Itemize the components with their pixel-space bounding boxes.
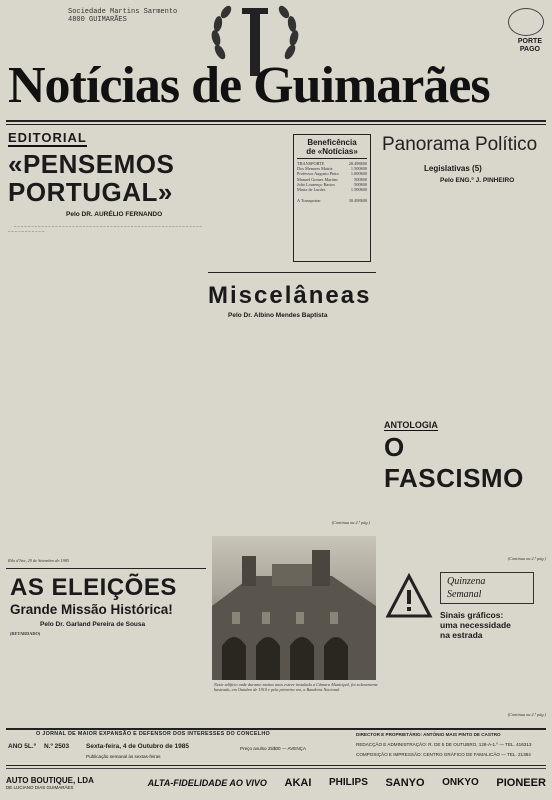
beneficencia-row-value: 1.500$00: [350, 187, 367, 193]
panorama-body: [382, 190, 546, 415]
panorama-title: Panorama Político: [382, 134, 538, 155]
sinais-body: [440, 644, 546, 710]
beneficencia-row-label: Dos Menores Matriz: [297, 166, 333, 172]
beneficencia-row-value: 1.500$00: [350, 166, 367, 172]
panorama-byline: Pelo ENG.º J. PINHEIRO: [440, 177, 515, 184]
porte-pago: [518, 38, 542, 54]
beneficencia-row: [297, 187, 367, 192]
badge-line-1: Quinzena: [447, 576, 486, 587]
editorial-headline-line-2: PORTUGAL»: [8, 177, 173, 207]
photo-caption: Neste edifício onde durante muitos anos esteve instalada a Câmara Municipal, foi solenemente hasteada, em Outubro de 1910 e pela primeira vez, a Bandeira Nacional: [214, 682, 378, 693]
footer-composicao: COMPOSIÇÃO E IMPRESSÃO: CENTRO GRÁFICO DE FAMALICÃO — TEL. 21384: [356, 752, 531, 757]
miscelaneas-body-2: [294, 324, 376, 524]
total-value: 30.498$00: [348, 198, 367, 204]
miscelaneas-title: Miscelâneas: [208, 282, 372, 309]
beneficencia-total: [297, 198, 367, 203]
beneficencia-row-label: João Lourenço Bastos: [297, 181, 335, 187]
miscelaneas-rule: [208, 272, 376, 273]
transporte-label: TRANSPORTE: [297, 161, 325, 166]
beneficencia-title-line-2: de «Notícias»: [306, 147, 358, 156]
editorial-byline: Pelo DR. AURÉLIO FERNANDO: [66, 211, 163, 218]
footer-publication: Publicação semanal às sextas-feiras: [86, 754, 161, 759]
ad-philips: PHILIPS: [328, 777, 368, 788]
beneficencia-title: [297, 138, 367, 159]
footer-number: N.º 2503: [44, 743, 70, 750]
eleicoes-title: AS ELEIÇÕES: [10, 574, 177, 601]
editorial-headline: [8, 150, 208, 206]
editorial-headline-line-1: «PENSEMOS: [8, 149, 175, 179]
eleicoes-body-1: [10, 640, 104, 724]
footer-director: DIRECTOR E PROPRIETÁRIO: ANTÓNIO MAIS PINTO DE CASTRO: [356, 732, 501, 737]
beneficencia-row-label: Maria de Lurdes: [297, 187, 326, 193]
ad-alta-fidelidade: ALTA-FIDELIDADE AO VIVO: [147, 777, 267, 788]
ad-onkyo: ONKYO: [442, 777, 479, 788]
beneficencia-box: [293, 134, 371, 262]
fascismo-title: O FASCISMO: [384, 432, 524, 493]
ad-auto-boutique-block: [6, 776, 130, 790]
editorial-dateline: Rilo d'Ave, 29 de Setembro de 1985: [8, 558, 70, 563]
beneficencia-row-value: 500$00: [354, 181, 367, 187]
fascismo-continued: (Continua na 2.ª pág.): [507, 556, 546, 561]
miscelaneas-continued: (Continua na 2.ª pág.): [331, 520, 370, 525]
footer-redaccao: REDACÇÃO E ADMINISTRAÇÃO: R. DE 5 DE OUTUBRO, 128-A-1.º — TEL. 416313: [356, 742, 532, 747]
beneficencia-row-label: Manuel Gomes Martins: [297, 176, 338, 182]
sinais-headline: [440, 610, 511, 640]
miscelaneas-body-1: [208, 324, 290, 524]
stamp-line-1: Sociedade Martins Sarmento: [68, 8, 178, 16]
eleicoes-body-2: [110, 640, 206, 724]
footer-date: Sexta-feira, 4 de Outubro de 1985: [86, 743, 189, 750]
porte-line-1: PORTE: [517, 38, 542, 45]
sinais-line-2: uma necessidade: [440, 620, 511, 630]
beneficencia-title-line-1: Beneficência: [307, 138, 357, 147]
ad-sanyo: SANYO: [385, 776, 425, 789]
ad-akai: AKAI: [284, 776, 312, 789]
emblem-icon: [508, 8, 544, 36]
fascismo-body: [384, 464, 546, 556]
ad-small-print: DE LUCIANO DIAS GUIMARÃES: [6, 784, 74, 790]
masthead-title: Notícias de Guimarães: [8, 57, 490, 114]
panorama-subtitle: Legislativas (5): [424, 164, 482, 173]
ad-pioneer: PIONEER: [496, 776, 546, 789]
editorial-body: ~ ~ ~ ~ ~ ~ ~ ~ ~ ~ ~ ~ ~ ~ ~ ~ ~ ~ ~ ~ ~ ~ ~ ~ ~ ~ ~ ~ ~ ~ ~ ~ ~ ~ ~ ~ ~ ~ ~ ~ ~ ~ ~ ~ ~ ~ ~ ~ ~ ~ ~ ~ ~ ~ ~ ~ ~ ~ ~ ~ ~ ~ ~ ~ ~ ~: [8, 224, 202, 235]
ad-auto-boutique: AUTO BOUTIQUE, LDA: [6, 775, 94, 785]
sinais-line-3: na estrada: [440, 630, 483, 640]
building-illustration: [212, 536, 376, 680]
editorial-continuation: [208, 130, 288, 270]
beneficencia-rows: [297, 166, 367, 192]
eleicoes-tag: (RETARDADO): [10, 631, 41, 636]
footer-bar: [6, 728, 546, 766]
transporte-value: 28.498$00: [348, 161, 367, 166]
beneficencia-row-label: Professor Augusto Pinto: [297, 171, 339, 177]
stamp-line-2: 4800 GUIMARÃES: [68, 16, 127, 24]
footer-year: ANO 5L.º: [8, 743, 37, 750]
masthead-rule-thin: [6, 124, 546, 125]
editorial-label: EDITORIAL: [8, 130, 87, 145]
badge-line-2: Semanal: [447, 589, 482, 600]
sinais-line-1: Sinais gráficos:: [440, 610, 504, 620]
footer-tagline: O JORNAL DE MAIOR EXPANSÃO E DEFENSOR DOS INTERESSES DO CONCELHO: [36, 731, 271, 737]
masthead-rule: [6, 120, 546, 122]
total-label: A Transportar: [297, 198, 321, 204]
historic-building-photo: [212, 536, 376, 680]
eleicoes-rule: [6, 568, 206, 569]
footer-price: Preço avulso 25$00 — AVENÇA: [240, 746, 307, 751]
eleicoes-subtitle: Grande Missão Histórica!: [10, 602, 173, 617]
library-stamp: [68, 8, 177, 24]
advertisement-strip: [6, 768, 546, 796]
beneficencia-row-value: 1.000$00: [350, 171, 367, 177]
sinais-continued: (Continua na 2.ª pág.): [507, 712, 546, 717]
eleicoes-byline: Pelo Dr. Garland Pereira de Sousa: [40, 621, 146, 628]
miscelaneas-byline: Pelo Dr. Albino Mendes Baptista: [228, 312, 328, 319]
road-sign-icon: [384, 572, 434, 622]
beneficencia-row-value: 500$00: [354, 176, 367, 182]
porte-line-2: PAGO: [519, 46, 540, 53]
quinzena-badge: [440, 572, 534, 604]
antologia-label: ANTOLOGIA: [384, 420, 438, 430]
